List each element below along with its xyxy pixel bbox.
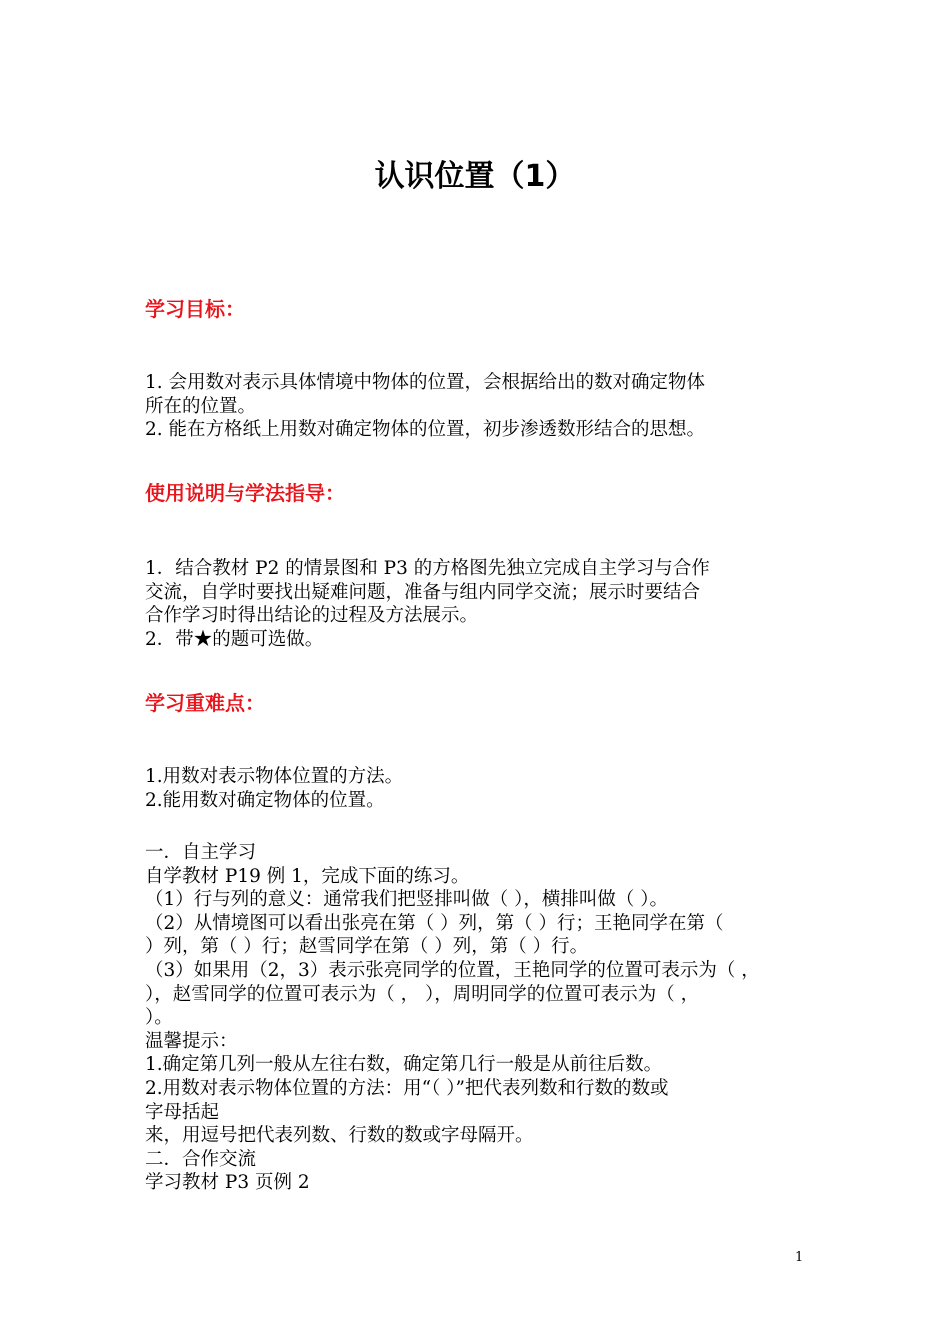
self-study-line-4: （2）从情境图可以看出张亮在第（ ）列，第（ ）行；王艳同学在第（ — [145, 912, 724, 934]
goals-heading: 学习目标： — [145, 297, 245, 321]
self-study-line-1: 一．自主学习 — [145, 842, 257, 863]
self-study-line-11: 2.用数对表示物体位置的方法：用“（ ）”把代表列数和行数的数或 — [145, 1077, 669, 1099]
key-points-line-2: 2.能用数对确定物体的位置。 — [145, 789, 385, 811]
self-study-line-12: 字母括起 — [145, 1101, 220, 1123]
instructions-text — [145, 557, 815, 651]
self-study-line-10: 1.确定第几列一般从左往右数，确定第几行一般是从前往后数。 — [145, 1054, 663, 1076]
self-study-line-7: ），赵雪同学的位置可表示为（ ， ），周明同学的位置可表示为（ ， — [145, 983, 700, 1005]
goals-line-2: 所在的位置。 — [145, 395, 257, 417]
instructions-heading: 使用说明与学法指导： — [145, 481, 345, 505]
self-study-line-8: ）。 — [145, 1007, 173, 1029]
key-points-heading: 学习重难点： — [145, 691, 265, 715]
goals-line-1: 1. 会用数对表示具体情境中物体的位置，会根据给出的数对确定物体 — [145, 372, 706, 393]
goals-text — [145, 371, 815, 442]
self-study-line-2: 自学教材 P19 例 1，完成下面的练习。 — [145, 865, 470, 887]
key-points-text — [145, 765, 815, 812]
self-study-line-3: （1）行与列的意义：通常我们把竖排叫做（ ），横排叫做（ ）。 — [145, 889, 669, 911]
self-study-line-13: 来，用逗号把代表列数、行数的数或字母隔开。 — [145, 1125, 534, 1147]
self-study-line-9: 温馨提示： — [145, 1030, 238, 1052]
instructions-line-1: 1．结合教材 P2 的情景图和 P3 的方格图先独立完成自主学习与合作 — [145, 558, 710, 579]
self-study-line-5: ）列，第（ ）行；赵雪同学在第（ ）列，第（ ）行。 — [145, 936, 589, 958]
instructions-line-3: 合作学习时得出结论的过程及方法展示。 — [145, 605, 479, 627]
page-title: 认识位置（1） — [374, 159, 576, 194]
instructions-line-4: 2．带★的题可选做。 — [145, 628, 324, 650]
self-study-text — [145, 841, 815, 1195]
self-study-line-15: 学习教材 P3 页例 2 — [145, 1172, 310, 1194]
goals-line-3: 2. 能在方格纸上用数对确定物体的位置，初步渗透数形结合的思想。 — [145, 419, 706, 441]
self-study-line-6: （3）如果用（2，3）表示张亮同学的位置，王艳同学的位置可表示为（ ， — [145, 959, 760, 981]
page-number: 1 — [795, 1250, 804, 1265]
instructions-line-2: 交流，自学时要找出疑难问题，准备与组内同学交流；展示时要结合 — [145, 581, 701, 603]
self-study-line-14: 二．合作交流 — [145, 1148, 257, 1170]
key-points-line-1: 1.用数对表示物体位置的方法。 — [145, 766, 404, 787]
